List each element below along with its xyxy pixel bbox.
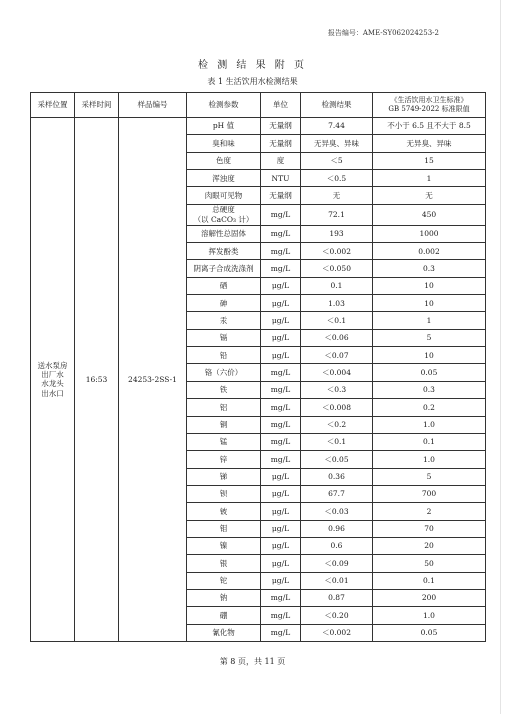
param-name: 挥发酚类 (208, 246, 239, 256)
param-name: 砷 (219, 298, 228, 308)
limit-cell: 70 (373, 520, 486, 537)
result-cell: ＜0.004 (301, 364, 373, 381)
param-name: 铊 (219, 576, 228, 586)
table-body (31, 118, 486, 642)
param-name: 肉眼可见物 (204, 190, 243, 200)
param-name: 阴离子合成洗涤剂 (193, 263, 254, 273)
param-cell (187, 607, 261, 624)
param-name: 镍 (219, 541, 228, 551)
result-cell: ＜0.5 (301, 170, 373, 187)
limit-cell: 5 (373, 329, 486, 346)
param-cell (187, 416, 261, 433)
param-name: 钠 (219, 593, 228, 603)
result-cell: 0.1 (301, 277, 373, 294)
unit-cell: μg/L (261, 537, 301, 554)
param-cell (187, 364, 261, 381)
limit-cell: 0.3 (373, 260, 486, 277)
unit-cell: mg/L (261, 225, 301, 242)
table-header-row (31, 93, 486, 118)
param-cell (187, 520, 261, 537)
unit-cell: mg/L (261, 204, 301, 225)
param-cell (187, 277, 261, 294)
unit-cell: μg/L (261, 295, 301, 312)
unit-cell: mg/L (261, 243, 301, 260)
result-cell: 无 (301, 187, 373, 204)
limit-cell: 15 (373, 152, 486, 169)
result-cell: 67.7 (301, 485, 373, 502)
unit-cell: 无量纲 (261, 135, 301, 152)
col-header-sample-id: 样品编号 (119, 93, 187, 118)
param-name: 臭和味 (212, 138, 235, 148)
result-cell: 无异臭、异味 (301, 135, 373, 152)
result-cell: ＜0.002 (301, 243, 373, 260)
unit-cell: μg/L (261, 347, 301, 364)
results-table (30, 92, 486, 642)
limit-cell: 0.1 (373, 433, 486, 450)
param-name: 银 (219, 558, 228, 568)
sample-location (31, 118, 75, 642)
param-cell (187, 381, 261, 398)
result-cell: ＜5 (301, 152, 373, 169)
result-cell: 0.36 (301, 468, 373, 485)
unit-cell: mg/L (261, 624, 301, 641)
unit-cell: μg/L (261, 555, 301, 572)
param-cell (187, 135, 261, 152)
result-cell: 0.87 (301, 589, 373, 606)
param-name: 硒 (219, 281, 228, 291)
table-caption: 表 1 生活饮用水检测结果 (207, 77, 298, 86)
col-header-standard (373, 93, 486, 118)
standard-limit-label: GB 5749-2022 标准限值 (388, 105, 470, 113)
unit-cell: 度 (261, 152, 301, 169)
limit-cell: 1000 (373, 225, 486, 242)
limit-cell: 无 (373, 187, 486, 204)
limit-cell: 0.1 (373, 572, 486, 589)
result-cell: ＜0.008 (301, 399, 373, 416)
result-cell: ＜0.01 (301, 572, 373, 589)
report-number: 报告编号：AME-SY062024253-2 (327, 29, 439, 37)
param-name: 浑浊度 (212, 173, 235, 183)
unit-cell: 无量纲 (261, 118, 301, 135)
page-title: 检 测 结 果 附 页 (198, 60, 307, 71)
result-cell: ＜0.050 (301, 260, 373, 277)
result-cell: ＜0.06 (301, 329, 373, 346)
limit-cell: 1 (373, 312, 486, 329)
limit-cell: 0.2 (373, 399, 486, 416)
limit-cell: 0.05 (373, 364, 486, 381)
unit-cell: mg/L (261, 607, 301, 624)
param-cell (187, 555, 261, 572)
param-cell (187, 118, 261, 135)
result-cell: ＜0.20 (301, 607, 373, 624)
sample-time: 16:53 (75, 118, 119, 642)
param-name: 总硬度 (212, 205, 235, 215)
result-cell: ＜0.03 (301, 503, 373, 520)
param-cell (187, 243, 261, 260)
param-name: 铅 (219, 350, 228, 360)
unit-cell: mg/L (261, 364, 301, 381)
location-line: 出厂水 (41, 370, 64, 380)
limit-cell: 1 (373, 170, 486, 187)
param-cell (187, 347, 261, 364)
param-cell (187, 295, 261, 312)
param-name: 锑 (219, 472, 228, 482)
unit-cell: 无量纲 (261, 187, 301, 204)
param-name: 铝 (219, 402, 228, 412)
limit-cell: 1.0 (373, 416, 486, 433)
limit-cell: 1.0 (373, 451, 486, 468)
param-name: pH 值 (212, 121, 235, 131)
result-cell: 0.96 (301, 520, 373, 537)
result-cell: 1.03 (301, 295, 373, 312)
limit-cell: 0.3 (373, 381, 486, 398)
result-cell: 0.6 (301, 537, 373, 554)
param-name: 硼 (219, 610, 228, 620)
param-cell (187, 503, 261, 520)
standard-title: 《生活饮用水卫生标准》 (390, 95, 468, 104)
page-edge (500, 0, 501, 714)
param-cell (187, 451, 261, 468)
param-name: 镉 (219, 333, 228, 343)
col-header-result: 检测结果 (301, 93, 373, 118)
param-cell (187, 485, 261, 502)
location-line: 水龙头 (41, 379, 64, 389)
col-header-param: 检测参数 (187, 93, 261, 118)
page-footer: 第 8 页，共 11 页 (219, 657, 286, 666)
limit-cell: 10 (373, 347, 486, 364)
limit-cell: 不小于 6.5 且不大于 8.5 (373, 118, 486, 135)
param-cell (187, 572, 261, 589)
param-name: 氰化物 (212, 628, 235, 638)
result-cell: 7.44 (301, 118, 373, 135)
limit-cell: 50 (373, 555, 486, 572)
location-line: 出水口 (41, 388, 64, 398)
param-cell (187, 225, 261, 242)
limit-cell: 450 (373, 204, 486, 225)
unit-cell: μg/L (261, 503, 301, 520)
table-row (31, 118, 486, 135)
param-cell (187, 433, 261, 450)
unit-cell: μg/L (261, 329, 301, 346)
sample-id: 24253-2SS-1 (119, 118, 187, 642)
result-cell: ＜0.002 (301, 624, 373, 641)
param-cell (187, 187, 261, 204)
limit-cell: 20 (373, 537, 486, 554)
unit-cell: μg/L (261, 312, 301, 329)
limit-cell: 0.05 (373, 624, 486, 641)
unit-cell: μg/L (261, 485, 301, 502)
location-line: 送水泵房 (37, 360, 68, 370)
result-cell: ＜0.07 (301, 347, 373, 364)
param-name: 溶解性总固体 (201, 229, 246, 239)
param-cell (187, 312, 261, 329)
param-name: 铁 (219, 385, 228, 395)
param-name: 锰 (219, 437, 228, 447)
result-cell: ＜0.2 (301, 416, 373, 433)
result-cell: ＜0.1 (301, 433, 373, 450)
param-cell (187, 152, 261, 169)
param-name: 色度 (216, 156, 231, 166)
param-name: 锌 (219, 454, 228, 464)
col-header-location: 采样位置 (31, 93, 75, 118)
limit-cell: 2 (373, 503, 486, 520)
unit-cell: mg/L (261, 433, 301, 450)
param-cell (187, 624, 261, 641)
param-name: 铍 (219, 506, 228, 516)
param-note: （以 CaCO₃ 计） (193, 214, 254, 224)
param-name: 铜 (219, 419, 228, 429)
unit-cell: μg/L (261, 572, 301, 589)
result-cell: ＜0.05 (301, 451, 373, 468)
param-cell (187, 589, 261, 606)
param-name: 铬（六价） (204, 367, 243, 377)
param-cell (187, 537, 261, 554)
limit-cell: 10 (373, 277, 486, 294)
param-name: 钡 (219, 489, 228, 499)
limit-cell: 5 (373, 468, 486, 485)
param-cell (187, 170, 261, 187)
unit-cell: μg/L (261, 277, 301, 294)
unit-cell: mg/L (261, 399, 301, 416)
param-name: 钼 (219, 524, 228, 534)
result-cell: ＜0.1 (301, 312, 373, 329)
col-header-time: 采样时间 (75, 93, 119, 118)
param-cell (187, 260, 261, 277)
unit-cell: mg/L (261, 381, 301, 398)
col-header-unit: 单位 (261, 93, 301, 118)
unit-cell: mg/L (261, 416, 301, 433)
limit-cell: 0.002 (373, 243, 486, 260)
limit-cell: 200 (373, 589, 486, 606)
result-cell: 72.1 (301, 204, 373, 225)
param-cell (187, 204, 261, 225)
limit-cell: 无异臭、异味 (373, 135, 486, 152)
result-cell: ＜0.3 (301, 381, 373, 398)
limit-cell: 700 (373, 485, 486, 502)
unit-cell: NTU (261, 170, 301, 187)
param-cell (187, 468, 261, 485)
unit-cell: μg/L (261, 520, 301, 537)
param-cell (187, 329, 261, 346)
result-cell: ＜0.09 (301, 555, 373, 572)
unit-cell: mg/L (261, 589, 301, 606)
unit-cell: mg/L (261, 260, 301, 277)
unit-cell: μg/L (261, 468, 301, 485)
param-cell (187, 399, 261, 416)
limit-cell: 1.0 (373, 607, 486, 624)
result-cell: 193 (301, 225, 373, 242)
unit-cell: mg/L (261, 451, 301, 468)
param-name: 汞 (219, 315, 228, 325)
limit-cell: 10 (373, 295, 486, 312)
